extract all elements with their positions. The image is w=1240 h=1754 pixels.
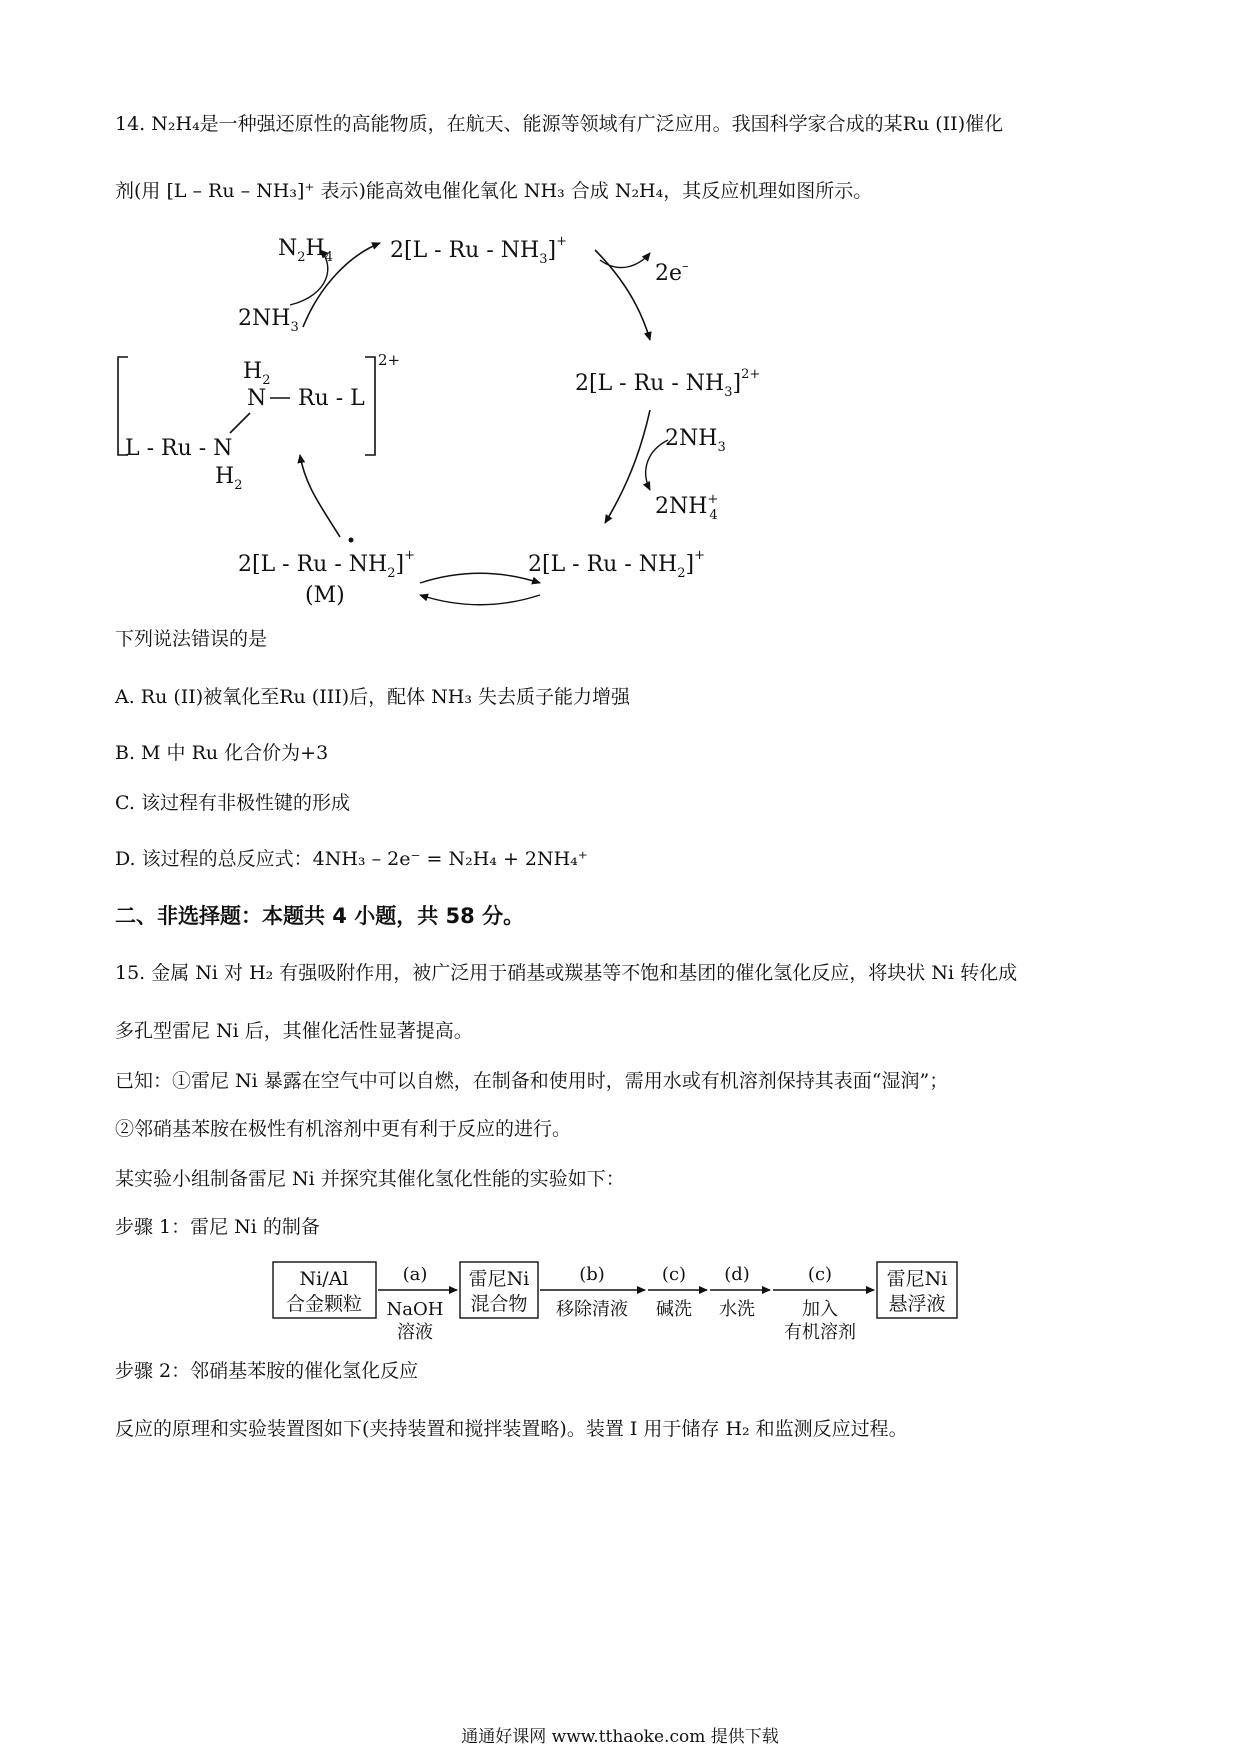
svg-text:雷尼Ni: 雷尼Ni (886, 1268, 948, 1290)
svg-text:水洗: 水洗 (719, 1299, 755, 1320)
dimer-left-part: L - Ru - N (125, 436, 233, 461)
svg-text:混合物: 混合物 (470, 1293, 528, 1315)
two-electron-label: 2e– (655, 259, 689, 286)
svg-text:NaOH: NaOH (386, 1299, 444, 1320)
q15-line-1: 15. 金属 Ni 对 H₂ 有强吸附作用，被广泛用于硝基或羰基等不饱和基团的催化氢化反应，将块状 Ni 转化成 (115, 962, 1018, 984)
q15-intro: 某实验小组制备雷尼 Ni 并探究其催化氢化性能的实验如下： (115, 1168, 625, 1190)
svg-text:移除清液: 移除清液 (556, 1299, 628, 1320)
q15-known-1: 已知：①雷尼 Ni 暴露在空气中可以自燃，在制备和使用时，需用水或有机溶剂保持其表面“湿润”； (115, 1070, 949, 1092)
dimer-h2-top: $H_2$ (243, 359, 271, 388)
q15-step-1: 步骤 1：雷尼 Ni 的制备 (115, 1216, 320, 1238)
m-species-label: 2[L - Ru - $NH_2]^+$ (238, 548, 415, 581)
n2h4-label: $N_2H_4$ (278, 236, 333, 265)
svg-text:(d): (d) (724, 1264, 750, 1285)
q14-line-1: 14. N₂H₄是一种强还原性的高能物质，在航天、能源等领域有广泛应用。我国科学家合成的某Ru (II)催化 (115, 113, 1004, 135)
svg-text:合金颗粒: 合金颗粒 (285, 1293, 363, 1315)
q14-option-b: B. M 中 Ru 化合价为+3 (115, 742, 329, 764)
arrow-m-to-dimer (300, 455, 340, 537)
reaction-mechanism-diagram (0, 205, 1240, 625)
dimer-charge: 2+ (378, 351, 401, 369)
radical-dot (349, 538, 354, 543)
svg-text:碱洗: 碱洗 (656, 1299, 692, 1320)
svg-text:(c): (c) (807, 1264, 833, 1285)
q14-line-2: 剂(用 [L – Ru – NH₃]⁺ 表示)能高效电催化氧化 NH₃ 合成 N₂H₄，其反应机理如图所示。 (115, 180, 873, 202)
q14-option-d: D. 该过程的总反应式：4NH₃ – 2e⁻ = N₂H₄ + 2NH₄⁺ (115, 848, 588, 870)
m-label: (M) (305, 583, 345, 608)
svg-text:(c): (c) (661, 1264, 687, 1285)
svg-text:有机溶剂: 有机溶剂 (784, 1322, 856, 1343)
arrow-right-to-bottom (605, 410, 650, 523)
q14-prompt: 下列说法错误的是 (115, 628, 268, 650)
q14-option-c: C. 该过程有非极性键的形成 (115, 792, 350, 814)
svg-text:(b): (b) (579, 1264, 605, 1285)
q15-known-2: ②邻硝基苯胺在极性有机溶剂中更有利于反应的进行。 (115, 1118, 572, 1140)
bottom-right-species-label: 2[L - Ru - $NH_2]^+$ (528, 548, 705, 581)
arrow-equilibrium-reverse (420, 595, 540, 605)
dimer-right-bracket (365, 357, 375, 455)
section-2-heading: 二、非选择题：本题共 4 小题，共 58 分。 (115, 904, 525, 928)
svg-text:Ni/Al: Ni/Al (299, 1268, 349, 1290)
footer-source: 通通好课网 www.tthaoke.com 提供下载 (461, 1727, 779, 1747)
dimer-bond-n-n (230, 413, 250, 433)
svg-text:加入: 加入 (802, 1299, 838, 1320)
arrow-release-electrons (600, 253, 650, 268)
dimer-h2-bottom: $H_2$ (215, 464, 243, 493)
arrow-top-to-right (595, 250, 650, 340)
q15-step-2: 步骤 2：邻硝基苯胺的催化氢化反应 (115, 1360, 419, 1382)
svg-text:溶液: 溶液 (397, 1322, 433, 1343)
q15-line-2: 多孔型雷尼 Ni 后，其催化活性显著提高。 (115, 1020, 473, 1042)
svg-text:(a): (a) (402, 1264, 428, 1285)
svg-text:雷尼Ni: 雷尼Ni (468, 1268, 530, 1290)
right-species-label: 2[L - Ru - $NH_3]^{2+}$ (575, 367, 761, 400)
q15-last-line: 反应的原理和实验装置图如下(夹持装置和搅拌装置略)。装置 I 用于储存 H₂ 和监测反应过程。 (115, 1418, 908, 1440)
dimer-ru-l: Ru - L (298, 386, 365, 411)
arrow-equilibrium-forward (420, 573, 540, 583)
two-nh3-left-label: $2NH_3$ (238, 306, 299, 335)
top-species-label: 2[L - Ru - $NH_3]^+$ (390, 234, 567, 267)
svg-text:悬浮液: 悬浮液 (888, 1293, 946, 1315)
two-nh3-right-label: $2NH_3$ (665, 426, 726, 455)
q14-option-a: A. Ru (II)被氧化至Ru (III)后，配体 NH₃ 失去质子能力增强 (115, 686, 631, 708)
two-nh4-label: 2NH+ 4 (655, 492, 719, 523)
raney-ni-flowchart (0, 1254, 1240, 1354)
dimer-n-top: N (247, 386, 267, 411)
